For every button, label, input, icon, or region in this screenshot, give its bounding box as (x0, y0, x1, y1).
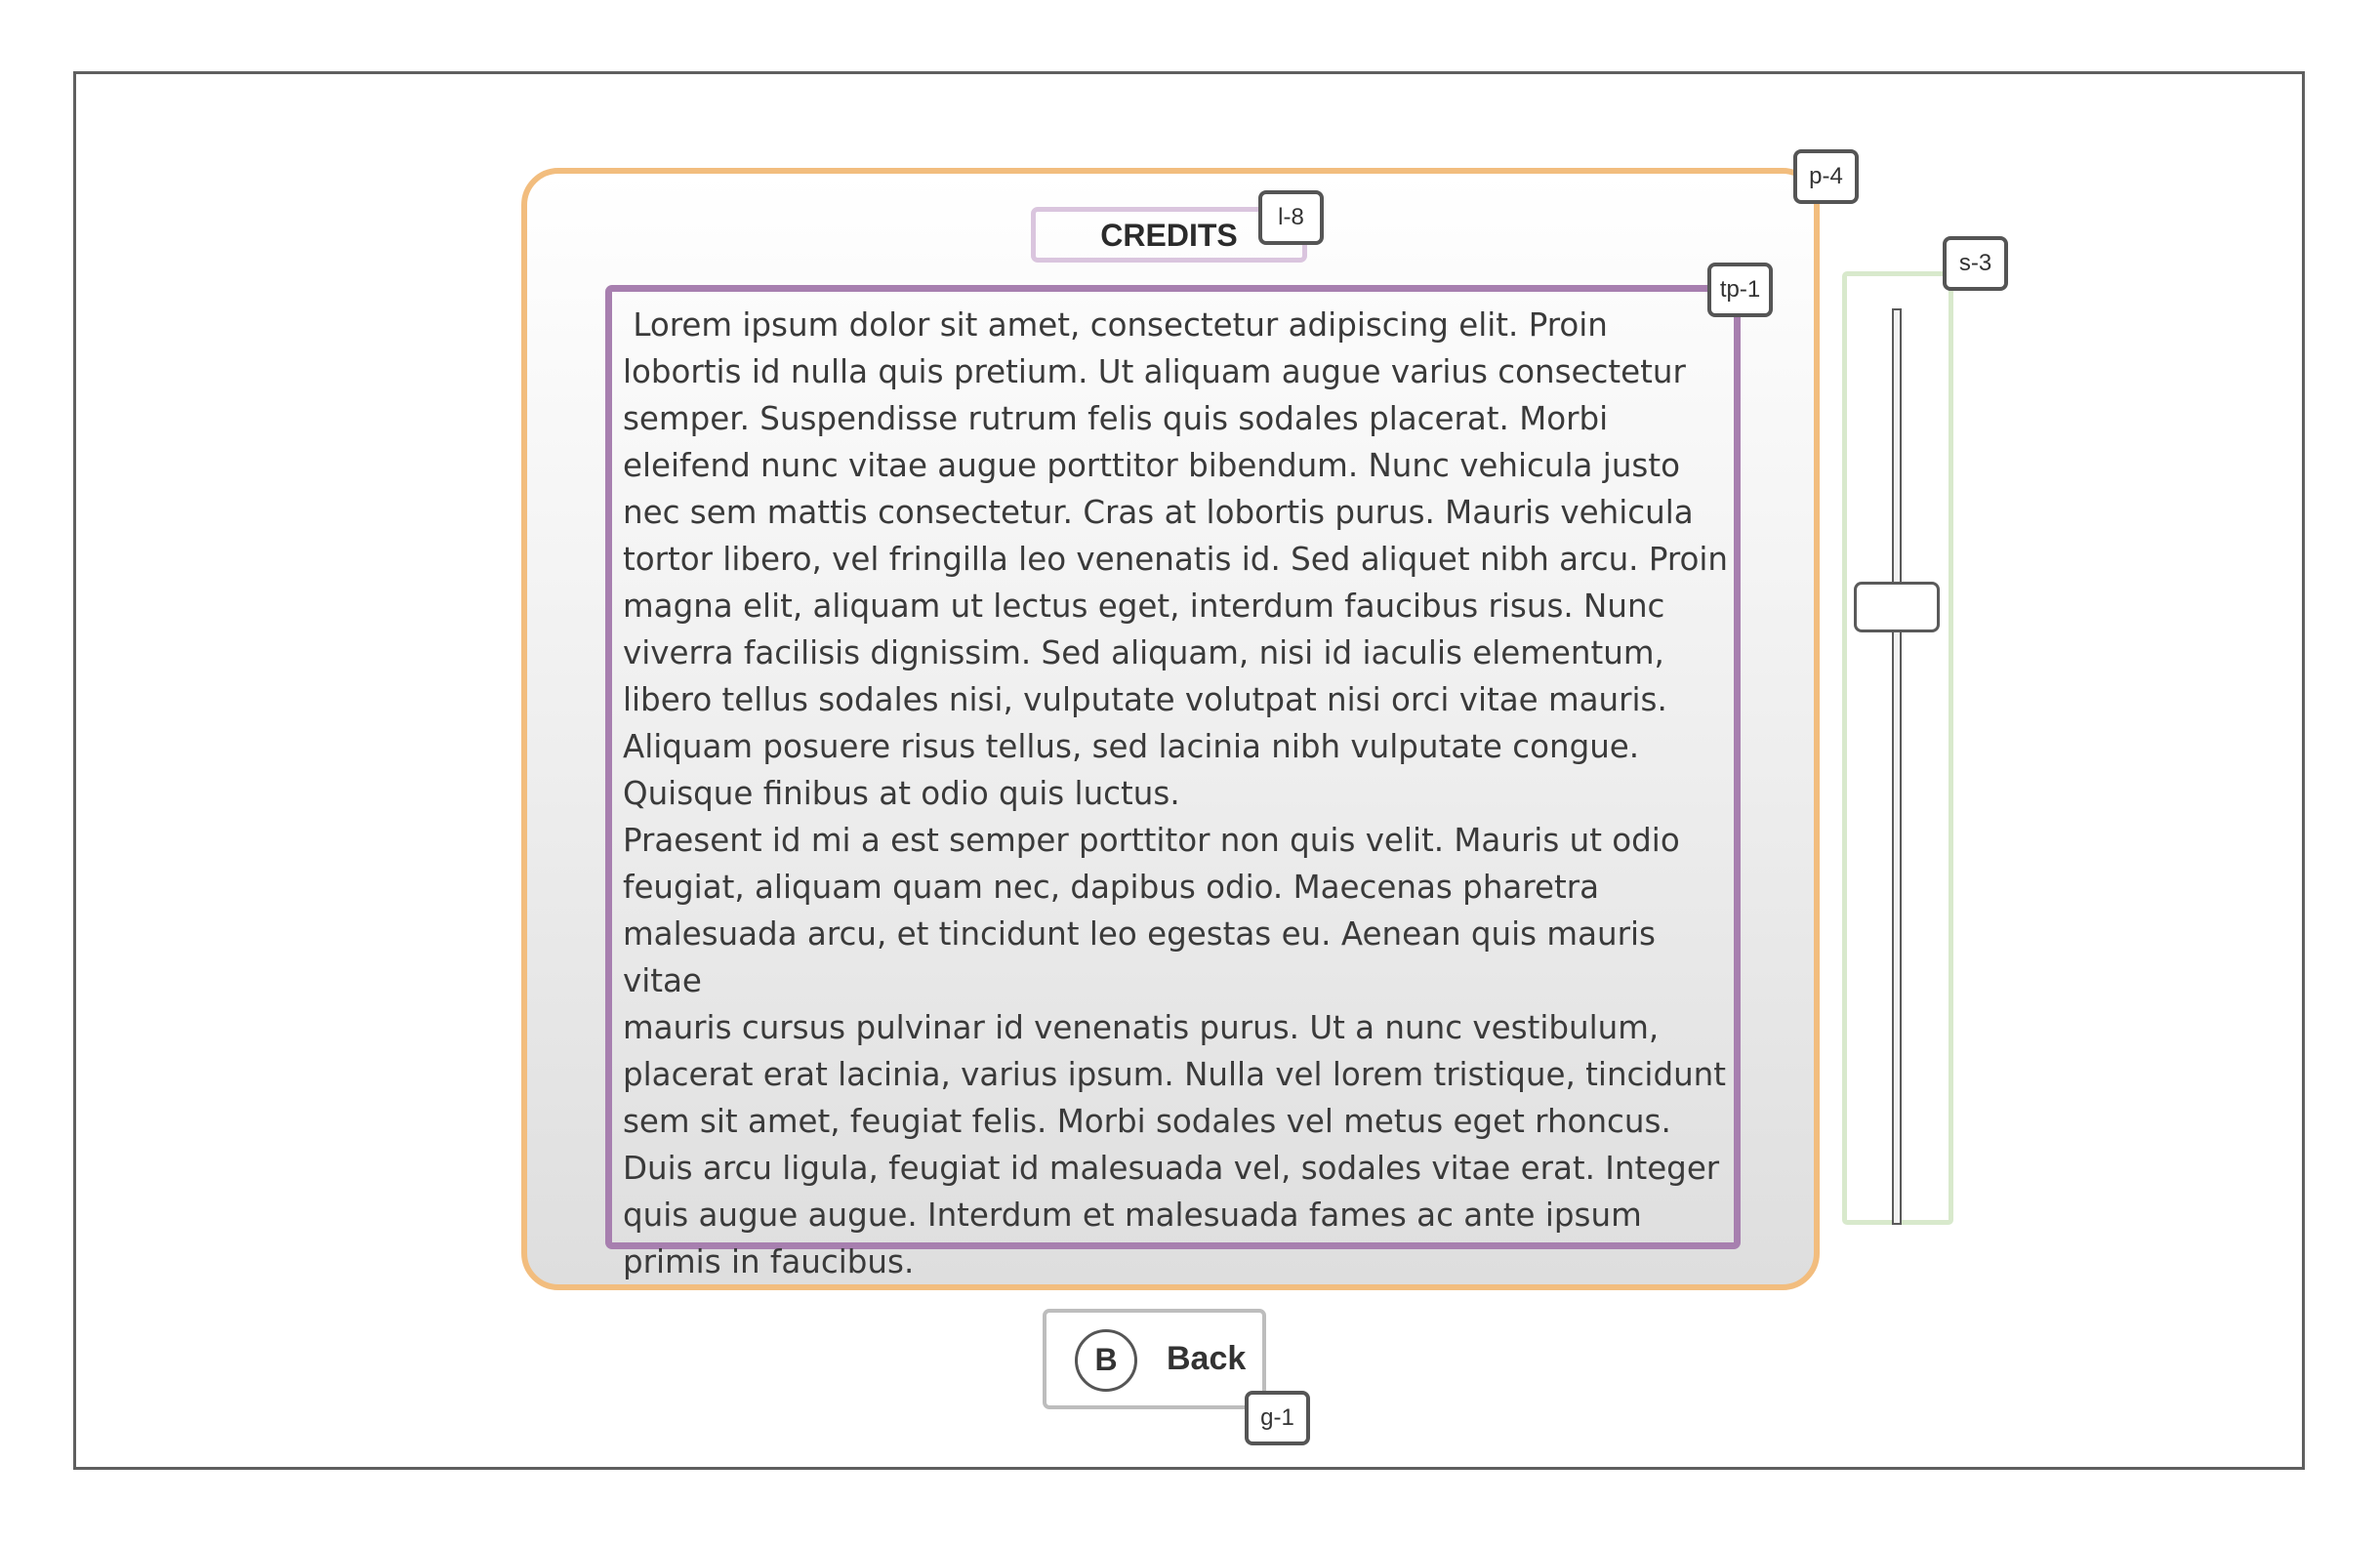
back-button-label: Back (1167, 1340, 1247, 1377)
title-tag: l-8 (1258, 190, 1324, 245)
back-button-tag: g-1 (1245, 1391, 1310, 1445)
scrollbar-track[interactable] (1892, 308, 1902, 1225)
panel-tag: p-4 (1793, 149, 1859, 204)
scrollbar-thumb[interactable] (1854, 582, 1940, 632)
credits-title: CREDITS (1031, 207, 1307, 263)
text-panel-tag: tp-1 (1707, 263, 1773, 317)
b-button-icon: B (1075, 1329, 1137, 1392)
credits-text-panel[interactable] (605, 285, 1741, 1280)
back-button[interactable] (1043, 1309, 1266, 1409)
scrollbar-tag: s-3 (1943, 236, 2008, 291)
credits-body-text: Lorem ipsum dolor sit amet, consectetur adipiscing elit. Proin lobortis id nulla quis pretium. Ut aliquam augue varius consectetur semper. Suspendisse rutrum felis quis sodales placerat. Morbi eleifend nunc vitae augue porttitor bibendum. Nunc vehicula justo nec sem mattis consectetur. Cras at lobortis purus. Mauris vehicula tortor libero, vel fringilla leo venenatis id. Sed aliquet nibh arcu. Proin magna elit, aliquam ut lectus eget, interdum faucibus risus. Nunc viverra facilisis dignissim. Sed aliquam, nisi id iaculis elementum, libero tellus sodales nisi, vulputate volutpat nisi orci vitae mauris. Aliquam posuere risus tellus, sed lacinia nibh vulputate congue. Quisque finibus at odio quis luctus. Praesent id mi a est semper porttitor non quis velit. Mauris ut odio feugiat, aliquam quam nec, dapibus odio. Maecenas pharetra malesuada arcu, et tincidunt leo egestas eu. Aenean quis mauris vitae mauris cursus pulvinar id venenatis purus. Ut a nunc vestibulum, placerat erat lacinia, varius ipsum. Nulla vel lorem tristique, tincidunt sem sit amet, feugiat felis. Morbi sodales vel metus eget rhoncus. Duis arcu ligula, feugiat id malesuada vel, sodales vitae erat. Integer quis augue augue. Interdum et malesuada fames ac ante ipsum primis in faucibus. (623, 306, 1729, 1280)
